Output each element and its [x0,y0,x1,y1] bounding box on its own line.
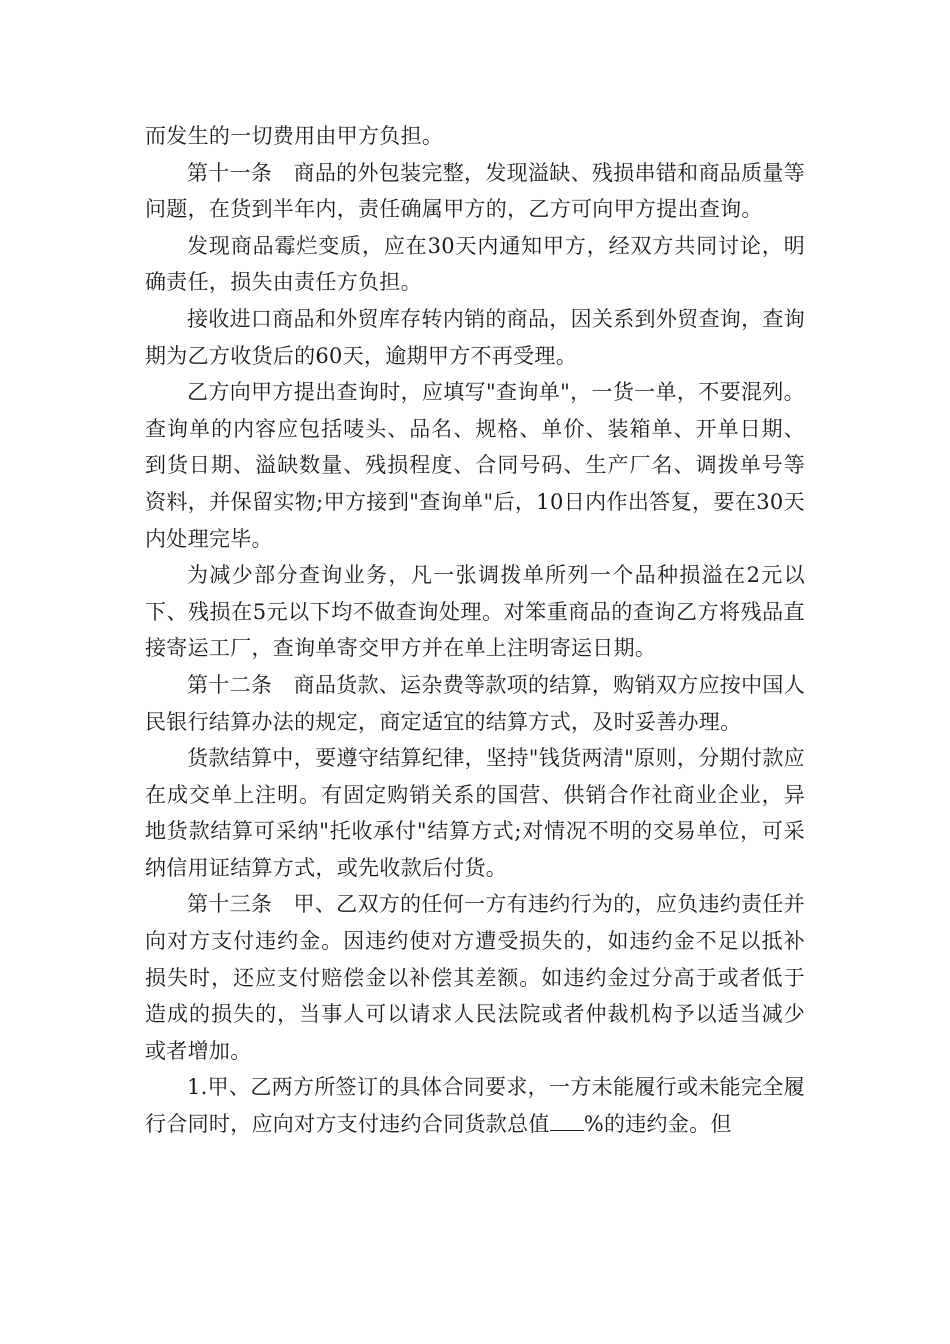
paragraph-article-13: 第十三条 甲、乙双方的任何一方有违约行为的，应负违约责任并向对方支付违约金。因违约使对方遭受损失的，如违约金不足以抵补损失时，还应支付赔偿金以补偿其差额。如违约金过分高于或者低于造成的损失的，当事人可以请求人民法院或者仲裁机构予以适当减少或者增加。 [145,892,805,1063]
penalty-text-before: 1.甲、乙两方所签订的具体合同要求，一方未能履行或未能完全履行合同时，应向对方支付违约合同货款总值 [145,1075,805,1137]
paragraph-inquiry-form: 乙方向甲方提出查询时，应填写"查询单"，一货一单，不要混列。查询单的内容应包括唛头、品名、规格、单价、装箱单、开单日期、到货日期、溢缺数量、残损程度、合同号码、生产厂名、调拨单号等资料，并保留实物;甲方接到"查询单"后，10日内作出答复，要在30天内处理完毕。 [145,380,805,551]
paragraph-0: 而发生的一切费用由甲方负担。 [145,124,444,148]
paragraph-mildew: 发现商品霉烂变质，应在30天内通知甲方，经双方共同讨论，明确责任，损失由责任方负担。 [145,233,805,295]
paragraph-import-goods: 接收进口商品和外贸库存转内销的商品，因关系到外贸查询，查询期为乙方收货后的60天，逾期甲方不再受理。 [145,306,805,368]
penalty-text-after: %的违约金。但 [583,1112,732,1137]
document-page [145,118,805,1143]
paragraph-penalty-clause [145,1069,805,1142]
paragraph-article-11: 第十一条 商品的外包装完整，发现溢缺、残损串错和商品质量等问题，在货到半年内，责任确属甲方的，乙方可向甲方提出查询。 [145,160,805,222]
paragraph-reduce-inquiry: 为减少部分查询业务，凡一张调拨单所列一个品种损溢在2元以下、残损在5元以下均不做查询处理。对笨重商品的查询乙方将残品直接寄运工厂，查询单寄交甲方并在单上注明寄运日期。 [145,563,805,661]
paragraph-settlement: 货款结算中，要遵守结算纪律，坚持"钱货两清"原则，分期付款应在成交单上注明。有固定购销关系的国营、供销合作社商业企业，异地货款结算可采纳"托收承付"结算方式;对情况不明的交易单位，可采纳信用证结算方式，或先收款后付货。 [145,746,805,880]
paragraph-article-12: 第十二条 商品货款、运杂费等款项的结算，购销双方应按中国人民银行结算办法的规定，商定适宜的结算方式，及时妥善办理。 [145,672,805,734]
percentage-blank [550,1112,584,1131]
